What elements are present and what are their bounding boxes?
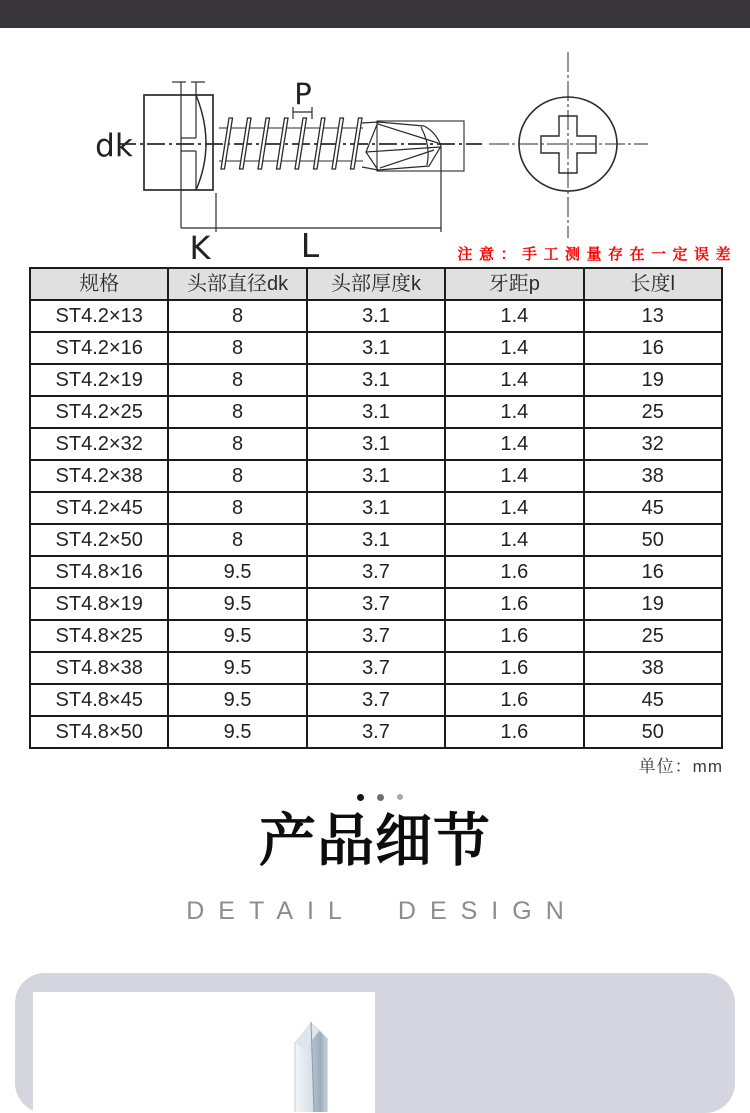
table-cell: 50 bbox=[584, 524, 722, 556]
table-cell: 1.4 bbox=[445, 332, 583, 364]
table-cell: 1.6 bbox=[445, 556, 583, 588]
table-cell: 3.1 bbox=[307, 332, 445, 364]
table-row bbox=[30, 492, 722, 524]
table-row bbox=[30, 652, 722, 684]
table-cell: 3.7 bbox=[307, 716, 445, 748]
table-row bbox=[30, 588, 722, 620]
table-cell: 1.6 bbox=[445, 620, 583, 652]
table-cell: 1.6 bbox=[445, 588, 583, 620]
table-cell: 1.6 bbox=[445, 684, 583, 716]
table-cell: 1.6 bbox=[445, 652, 583, 684]
table-cell: 8 bbox=[168, 300, 306, 332]
table-cell: ST4.2×50 bbox=[30, 524, 168, 556]
table-cell: ST4.8×19 bbox=[30, 588, 168, 620]
table-cell: 1.4 bbox=[445, 460, 583, 492]
table-cell: 19 bbox=[584, 588, 722, 620]
table-row bbox=[30, 300, 722, 332]
table-row bbox=[30, 620, 722, 652]
table-cell: 32 bbox=[584, 428, 722, 460]
table-cell: 38 bbox=[584, 652, 722, 684]
screw-front-view bbox=[489, 52, 648, 238]
table-cell: 8 bbox=[168, 524, 306, 556]
table-row bbox=[30, 396, 722, 428]
table-cell: 1.4 bbox=[445, 364, 583, 396]
spec-table-header-row bbox=[30, 268, 722, 300]
table-cell: 9.5 bbox=[168, 620, 306, 652]
table-cell: 38 bbox=[584, 460, 722, 492]
table-cell: 3.7 bbox=[307, 556, 445, 588]
section-divider-dots bbox=[5, 792, 750, 802]
table-row bbox=[30, 716, 722, 748]
detail-card bbox=[15, 973, 735, 1113]
table-cell: ST4.2×38 bbox=[30, 460, 168, 492]
table-cell: 9.5 bbox=[168, 588, 306, 620]
dimension-label-P: P bbox=[294, 77, 312, 111]
table-cell: 1.4 bbox=[445, 428, 583, 460]
table-cell: ST4.8×38 bbox=[30, 652, 168, 684]
table-row bbox=[30, 332, 722, 364]
table-cell: 3.7 bbox=[307, 652, 445, 684]
table-cell: ST4.2×19 bbox=[30, 364, 168, 396]
table-cell: 3.7 bbox=[307, 684, 445, 716]
table-cell: 25 bbox=[584, 620, 722, 652]
table-cell: 9.5 bbox=[168, 556, 306, 588]
table-cell: 13 bbox=[584, 300, 722, 332]
table-cell: 3.1 bbox=[307, 364, 445, 396]
table-cell: 3.1 bbox=[307, 300, 445, 332]
table-cell: 3.1 bbox=[307, 460, 445, 492]
table-cell: 8 bbox=[168, 460, 306, 492]
section-title: 产品细节 bbox=[259, 809, 491, 873]
col-header-spec: 规格 bbox=[30, 268, 168, 300]
table-cell: 16 bbox=[584, 332, 722, 364]
table-cell: 3.1 bbox=[307, 396, 445, 428]
table-row bbox=[30, 460, 722, 492]
table-cell: 19 bbox=[584, 364, 722, 396]
spec-table-body bbox=[30, 300, 722, 748]
screw-tip-image bbox=[281, 1016, 343, 1112]
section-subtitle: DETAIL DESIGN bbox=[186, 897, 578, 925]
dot-icon bbox=[397, 794, 403, 800]
table-cell: ST4.8×50 bbox=[30, 716, 168, 748]
table-cell: 16 bbox=[584, 556, 722, 588]
table-cell: 3.7 bbox=[307, 588, 445, 620]
dot-icon bbox=[377, 794, 384, 801]
table-row bbox=[30, 684, 722, 716]
table-cell: ST4.8×16 bbox=[30, 556, 168, 588]
table-cell: 8 bbox=[168, 364, 306, 396]
table-cell: ST4.2×45 bbox=[30, 492, 168, 524]
table-cell: 9.5 bbox=[168, 652, 306, 684]
dimension-label-dk: dk bbox=[95, 128, 133, 164]
top-bar bbox=[0, 0, 750, 28]
table-cell: ST4.2×32 bbox=[30, 428, 168, 460]
table-row bbox=[30, 364, 722, 396]
table-row bbox=[30, 556, 722, 588]
table-cell: 1.4 bbox=[445, 492, 583, 524]
dimension-label-K: K bbox=[189, 229, 211, 265]
table-cell: 1.4 bbox=[445, 396, 583, 428]
table-cell: 25 bbox=[584, 396, 722, 428]
unit-note: 单位：mm bbox=[638, 757, 723, 776]
col-header-head-diameter: 头部直径dk bbox=[168, 268, 306, 300]
table-cell: ST4.2×16 bbox=[30, 332, 168, 364]
col-header-head-thickness: 头部厚度k bbox=[307, 268, 445, 300]
screw-technical-drawing bbox=[0, 28, 750, 265]
table-cell: 8 bbox=[168, 332, 306, 364]
product-photo bbox=[33, 992, 375, 1113]
table-cell: 1.4 bbox=[445, 524, 583, 556]
spec-table bbox=[29, 267, 723, 749]
table-cell: 1.4 bbox=[445, 300, 583, 332]
table-cell: 9.5 bbox=[168, 684, 306, 716]
table-cell: 3.1 bbox=[307, 428, 445, 460]
table-cell: 8 bbox=[168, 492, 306, 524]
dot-icon bbox=[357, 794, 364, 801]
table-cell: ST4.8×45 bbox=[30, 684, 168, 716]
table-cell: ST4.2×13 bbox=[30, 300, 168, 332]
col-header-pitch: 牙距p bbox=[445, 268, 583, 300]
dimension-label-L: L bbox=[300, 226, 320, 265]
table-cell: 8 bbox=[168, 396, 306, 428]
table-cell: 45 bbox=[584, 684, 722, 716]
measurement-disclaimer: 注意：手工测量存在一定误差 bbox=[457, 246, 737, 263]
table-cell: 3.1 bbox=[307, 524, 445, 556]
table-cell: 45 bbox=[584, 492, 722, 524]
table-row bbox=[30, 524, 722, 556]
table-cell: 8 bbox=[168, 428, 306, 460]
table-cell: 9.5 bbox=[168, 716, 306, 748]
table-row bbox=[30, 428, 722, 460]
table-cell: 3.7 bbox=[307, 620, 445, 652]
table-cell: ST4.2×25 bbox=[30, 396, 168, 428]
table-cell: 3.1 bbox=[307, 492, 445, 524]
col-header-length: 长度l bbox=[584, 268, 722, 300]
table-cell: 50 bbox=[584, 716, 722, 748]
table-cell: 1.6 bbox=[445, 716, 583, 748]
screw-side-view bbox=[95, 77, 482, 265]
table-cell: ST4.8×25 bbox=[30, 620, 168, 652]
